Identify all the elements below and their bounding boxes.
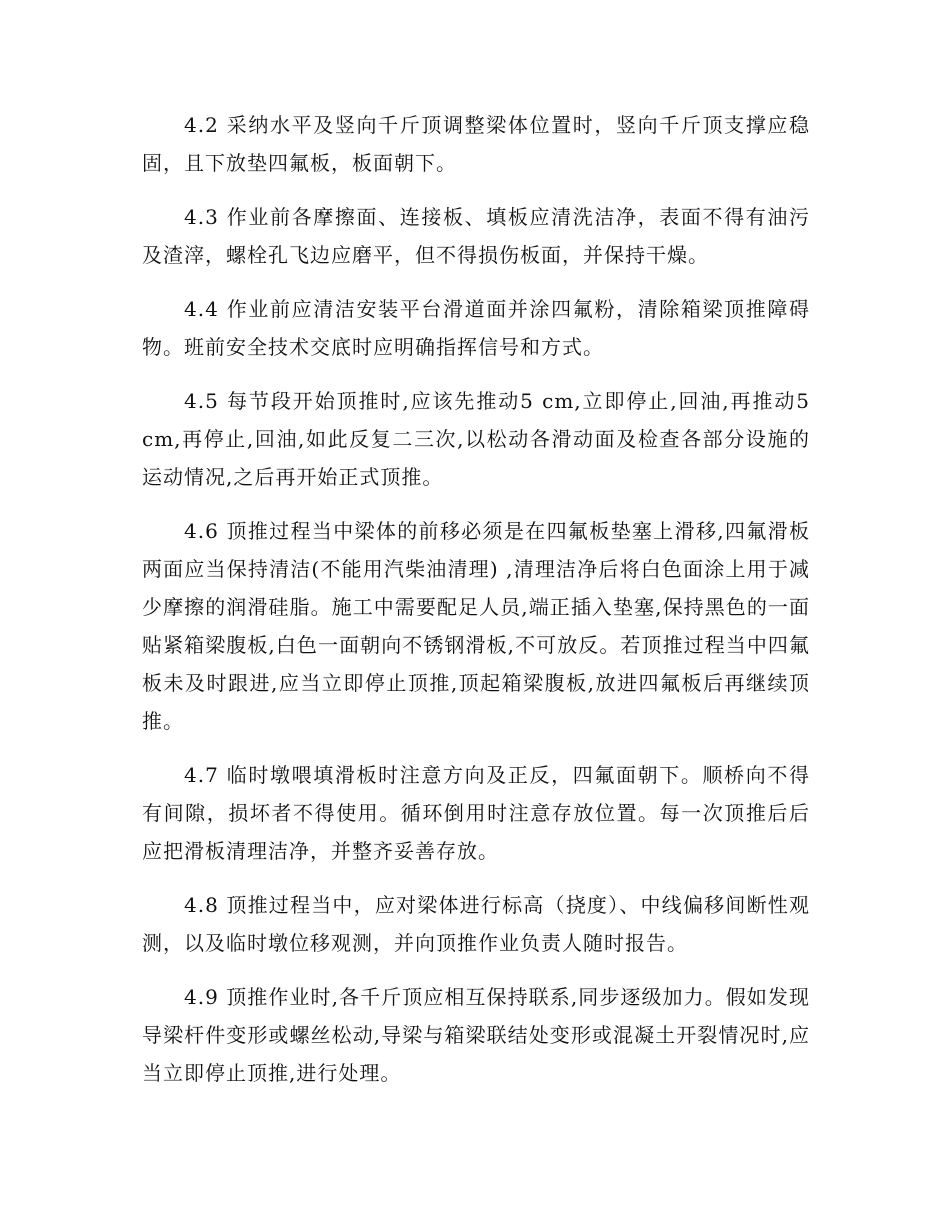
paragraph-4-7: 4.7 临时墩喂填滑板时注意方向及正反，四氟面朝下。顺桥向不得有间隙，损坏者不得使用。循环倒用时注意存放位置。每一次顶推后后应把滑板清理洁净，并整齐妥善存放。 [142, 763, 810, 863]
paragraph-4-5: 4.5 每节段开始顶推时,应该先推动5 cm,立即停止,回油,再推动5 cm,再停止,回油,如此反复二三次,以松动各滑动面及检查各部分设施的运动情况,之后再开始正式顶推。 [142, 389, 810, 489]
paragraph-4-6: 4.6 顶推过程当中梁体的前移必须是在四氟板垫塞上滑移,四氟滑板两面应当保持清洁(不能用汽柴油清理) ,清理洁净后将白色面涂上用于减少摩擦的润滑硅脂。施工中需要配足人员,端正插入垫塞,保持黑色的一面贴紧箱梁腹板,白色一面朝向不锈钢滑板,不可放反。若顶推过程当中四氟板未及时跟进,应当立即停止顶推,顶起箱梁腹板,放进四氟板后再继续顶推。 [142, 519, 810, 733]
paragraph-4-8: 4.8 顶推过程当中，应对梁体进行标高（挠度）、中线偏移间断性观测，以及临时墩位移观测，并向顶推作业负责人随时报告。 [142, 893, 810, 955]
paragraph-4-4: 4.4 作业前应清洁安装平台滑道面并涂四氟粉，清除箱梁顶推障碍物。班前安全技术交底时应明确指挥信号和方式。 [142, 297, 810, 359]
paragraph-4-3: 4.3 作业前各摩擦面、连接板、填板应清洗洁净，表面不得有油污及渣滓，螺栓孔飞边应磨平，但不得损伤板面，并保持干燥。 [142, 205, 810, 267]
document-body [142, 106, 810, 1108]
paragraph-4-2: 4.2 采纳水平及竖向千斤顶调整梁体位置时，竖向千斤顶支撑应稳固，且下放垫四氟板，板面朝下。 [142, 113, 810, 175]
paragraph-4-9: 4.9 顶推作业时,各千斤顶应相互保持联系,同步逐级加力。假如发现导梁杆件变形或螺丝松动,导梁与箱梁联结处变形或混凝土开裂情况时,应当立即停止顶推,进行处理。 [142, 985, 810, 1085]
